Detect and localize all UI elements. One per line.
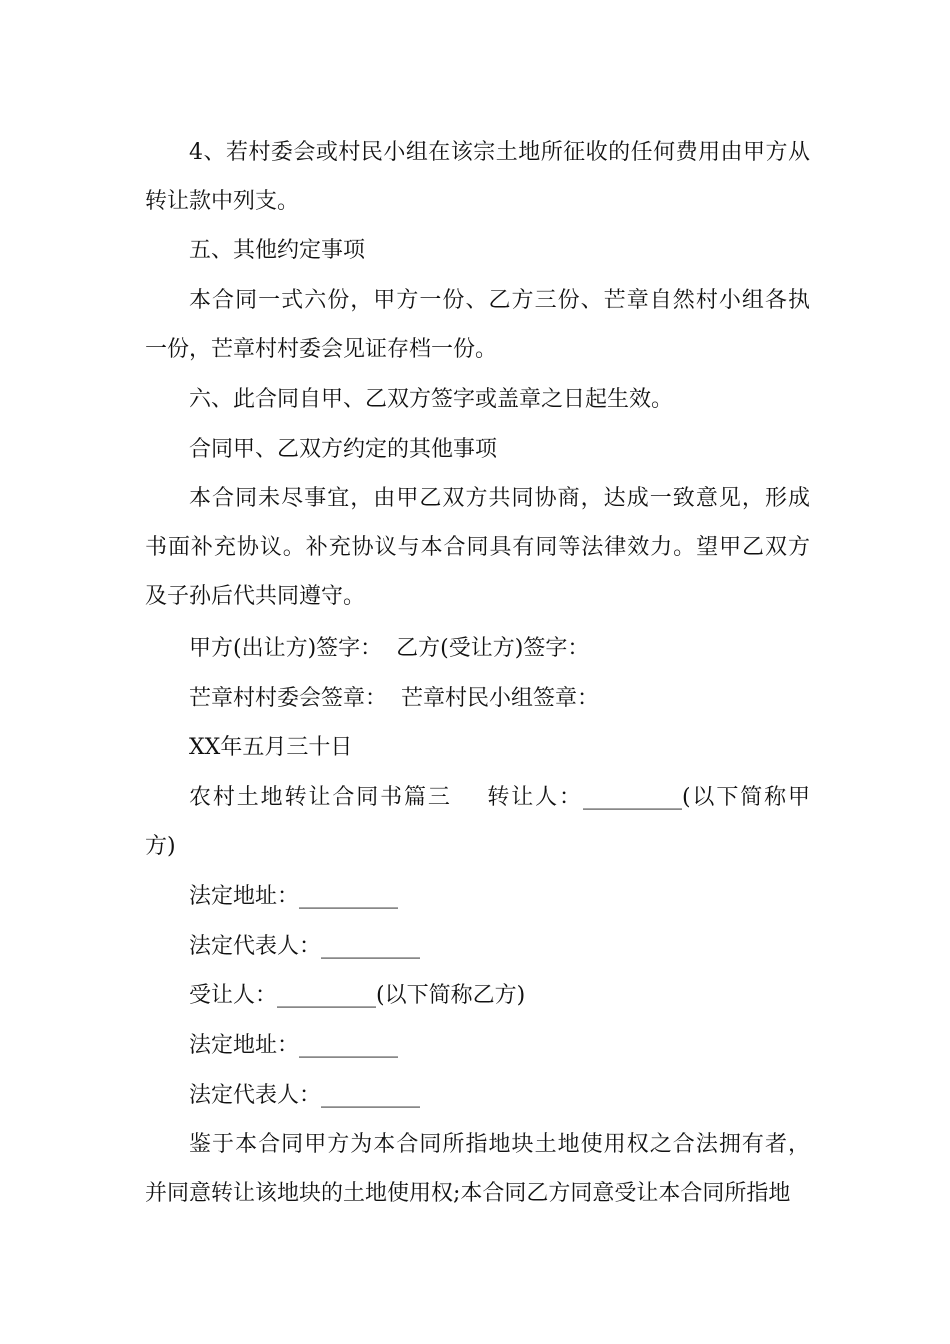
paragraph-line: 转让款中列支。	[145, 189, 300, 214]
paragraph-line: 一份，芒章村村委会见证存档一份。	[145, 337, 498, 362]
paragraph-line: 并同意转让该地块的土地使用权;本合同乙方同意受让本合同所指地	[145, 1181, 791, 1206]
section-heading-other-terms: 五、其他约定事项	[189, 238, 366, 263]
paragraph-copies-clause	[145, 276, 810, 374]
field-legal-address-a: 法定地址：_________	[189, 884, 399, 909]
field-legal-rep-a: 法定代表人：_________	[189, 934, 421, 959]
section-heading-other-matters: 合同甲、乙双方约定的其他事项	[189, 437, 498, 462]
paragraph-line: 本合同一式六份，甲方一份、乙方三份、芒章自然村小组各执	[189, 288, 810, 313]
paragraph-whereas	[145, 1120, 810, 1218]
paragraph-line: 本合同未尽事宜，由甲乙双方共同协商，达成一致意见，形成	[189, 486, 810, 511]
date-line: XX年五月三十日	[189, 735, 353, 760]
signature-line-committees: 芒章村村委会签章： 芒章村民小组签章：	[189, 686, 599, 711]
field-transferee: 受让人：_________(以下简称乙方)	[189, 983, 526, 1008]
signature-line-parties: 甲方(出让方)签字： 乙方(受让方)签字：	[189, 636, 590, 661]
field-legal-rep-b: 法定代表人：_________	[189, 1083, 421, 1108]
section-heading-effective: 六、此合同自甲、乙双方签字或盖章之日起生效。	[189, 387, 674, 412]
field-legal-address-b: 法定地址：_________	[189, 1033, 399, 1058]
paragraph-line: 鉴于本合同甲方为本合同所指地块土地使用权之合法拥有者，	[189, 1132, 810, 1157]
paragraph-transferor	[145, 773, 810, 871]
paragraph-line: 书面补充协议。补充协议与本合同具有同等法律效力。望甲乙双方	[145, 535, 810, 560]
paragraph-fee-clause	[145, 128, 810, 226]
paragraph-line: 方)	[145, 834, 176, 859]
paragraph-line: 4、若村委会或村民小组在该宗土地所征收的任何费用由甲方从	[189, 140, 810, 165]
paragraph-supplement-clause	[145, 474, 810, 621]
paragraph-line: 及子孙后代共同遵守。	[145, 584, 366, 609]
paragraph-line: 农村土地转让合同书篇三 转让人：_________(以下简称甲	[189, 785, 810, 810]
